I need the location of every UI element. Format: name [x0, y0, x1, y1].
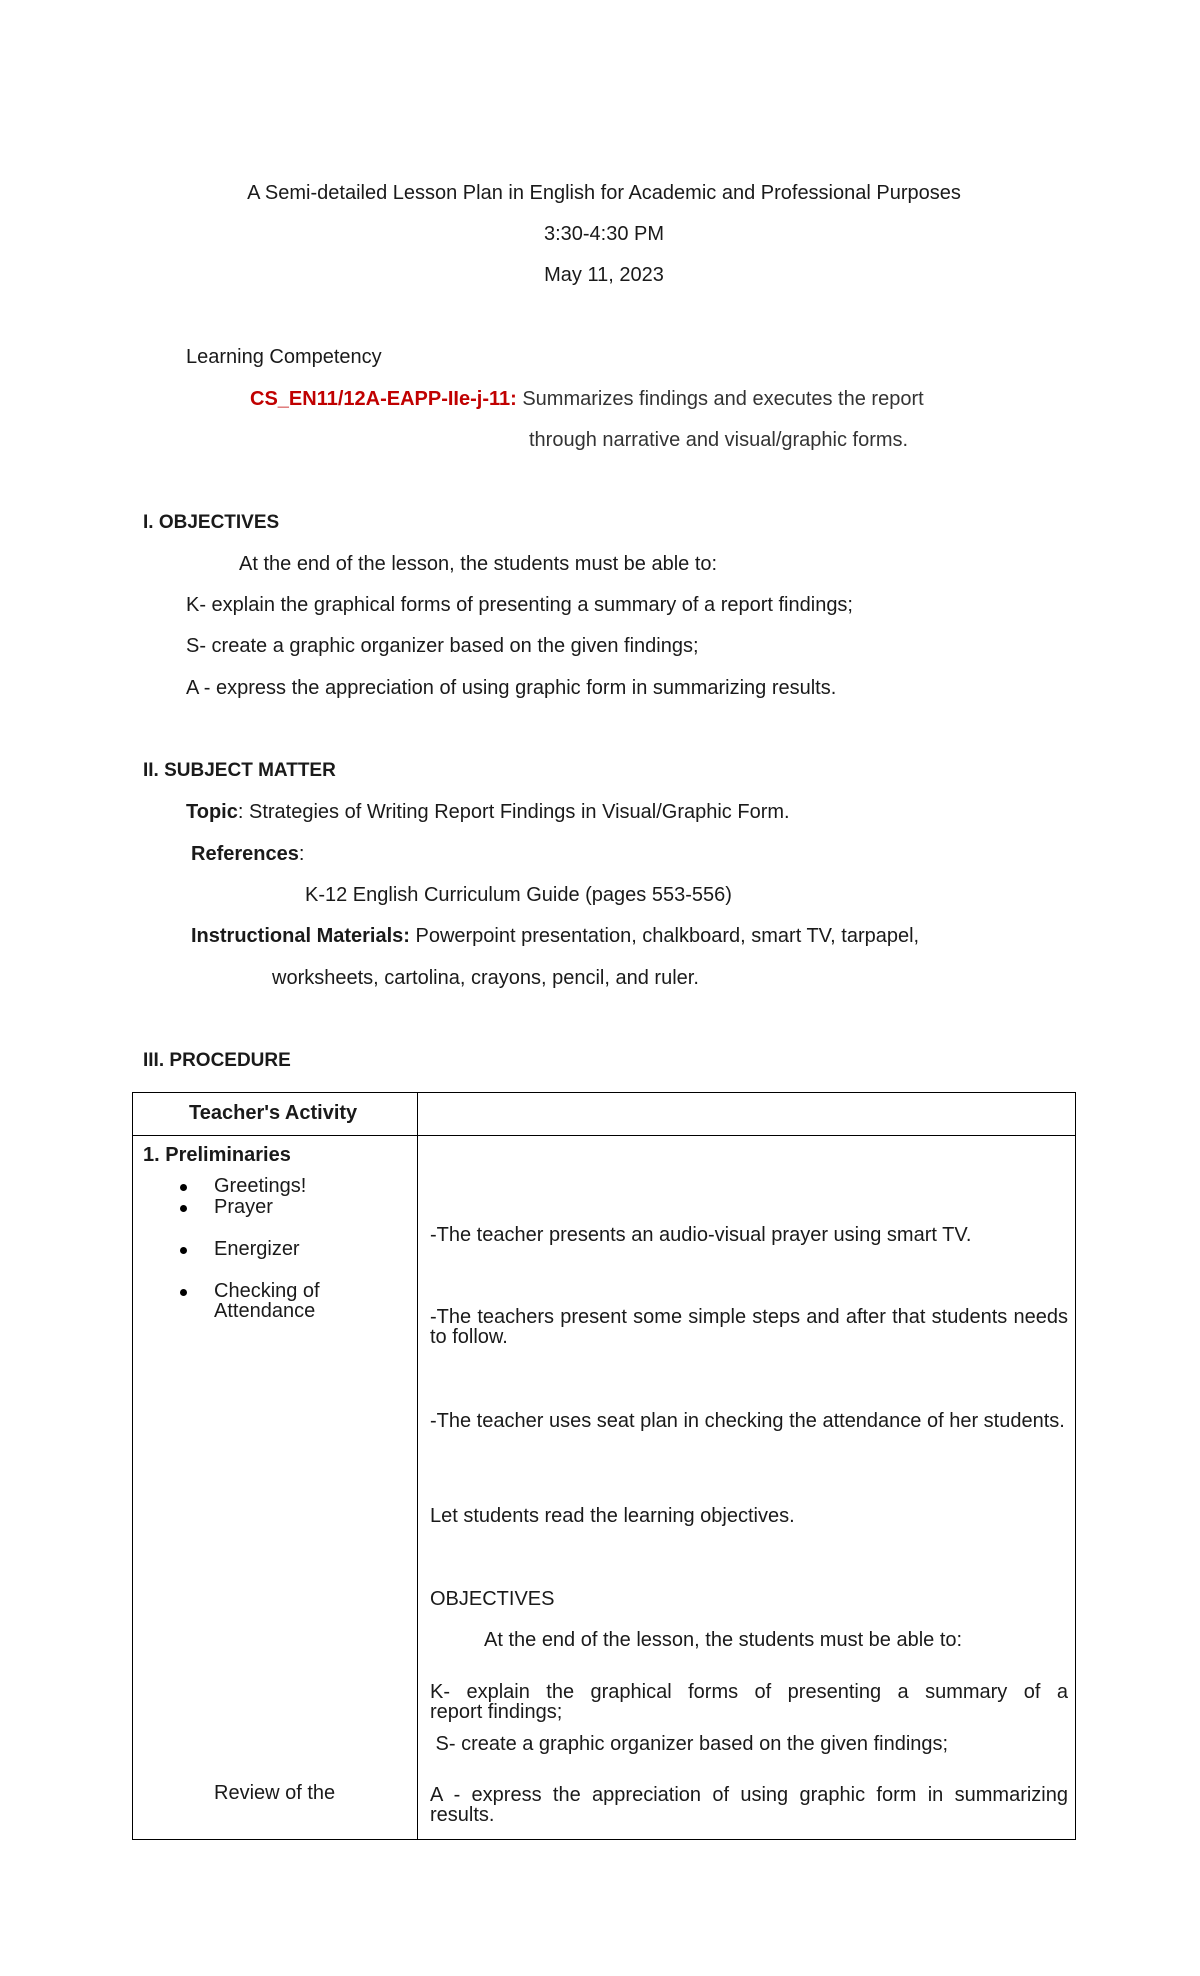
bullet-energizer: Energizer: [214, 1238, 300, 1260]
lesson-date: May 11, 2023: [544, 264, 664, 286]
competency-line: [250, 388, 924, 411]
bullet-icon: [180, 1247, 187, 1254]
prayer-description: -The teacher presents an audio-visual prayer using smart TV.: [430, 1224, 972, 1246]
competency-heading: Learning Competency: [186, 346, 382, 368]
table-objective-attitude: A - express the appreciation of using graphic form in summarizing results.: [430, 1784, 1068, 1826]
table-objectives-heading: OBJECTIVES: [430, 1588, 555, 1610]
objectives-heading: I. OBJECTIVES: [143, 512, 280, 533]
materials-line2: worksheets, cartolina, crayons, pencil, and ruler.: [272, 967, 699, 989]
objective-attitude: A - express the appreciation of using graphic form in summarizing results.: [186, 677, 837, 699]
bullet-icon: [180, 1205, 187, 1212]
lesson-time: 3:30-4:30 PM: [543, 223, 665, 245]
references-label: References: [191, 843, 299, 865]
materials-label: Instructional Materials:: [191, 925, 410, 947]
preliminaries-heading: 1. Preliminaries: [143, 1144, 291, 1166]
competency-text-line1: Summarizes findings and executes the report: [522, 388, 924, 410]
competency-code: CS_EN11/12A-EAPP-IIe-j-11:: [250, 388, 517, 410]
column-divider: [417, 1093, 418, 1839]
table-objective-knowledge: K- explain the graphical forms of presenting a summary of a report findings;: [430, 1681, 1074, 1723]
procedure-heading: III. PROCEDURE: [143, 1050, 291, 1071]
topic-value: : Strategies of Writing Report Findings in Visual/Graphic Form.: [237, 801, 790, 823]
objectives-intro: At the end of the lesson, the students must be able to:: [239, 553, 718, 575]
objective-knowledge: K- explain the graphical forms of presenting a summary of a report findings;: [186, 594, 853, 616]
reference-item: K-12 English Curriculum Guide (pages 553-556): [305, 884, 732, 906]
table-objectives-intro: At the end of the lesson, the students must be able to:: [484, 1629, 963, 1651]
materials-line1: Powerpoint presentation, chalkboard, smart TV, tarpapel,: [409, 925, 920, 947]
bullet-checking: Checking of: [214, 1280, 320, 1302]
document-title: A Semi-detailed Lesson Plan in English for Academic and Professional Purposes: [247, 182, 961, 204]
references-colon: :: [298, 843, 305, 865]
bullet-icon: [180, 1184, 187, 1191]
topic-label: Topic: [186, 801, 238, 823]
bullet-attendance: Attendance: [214, 1300, 316, 1322]
read-objectives-instruction: Let students read the learning objectives.: [430, 1505, 795, 1527]
topic-line: [186, 801, 790, 824]
materials-line: [191, 925, 919, 948]
teacher-activity-header: Teacher's Activity: [189, 1102, 358, 1124]
energizer-description: -The teachers present some simple steps and after that students needs to follow.: [430, 1306, 1068, 1348]
bullet-greetings: Greetings!: [214, 1175, 307, 1197]
references-line: [191, 843, 304, 866]
subject-matter-heading: II. SUBJECT MATTER: [143, 760, 336, 781]
bullet-prayer: Prayer: [214, 1196, 273, 1218]
competency-text-line2: through narrative and visual/graphic forms.: [529, 429, 909, 451]
table-objective-skill: S- create a graphic organizer based on the given findings;: [430, 1733, 949, 1755]
attendance-description: -The teacher uses seat plan in checking the attendance of her students.: [430, 1410, 1065, 1432]
objective-skill: S- create a graphic organizer based on the given findings;: [186, 635, 699, 657]
bullet-icon: [180, 1289, 187, 1296]
review-label: Review of the: [214, 1782, 336, 1804]
procedure-table: [132, 1092, 1076, 1840]
